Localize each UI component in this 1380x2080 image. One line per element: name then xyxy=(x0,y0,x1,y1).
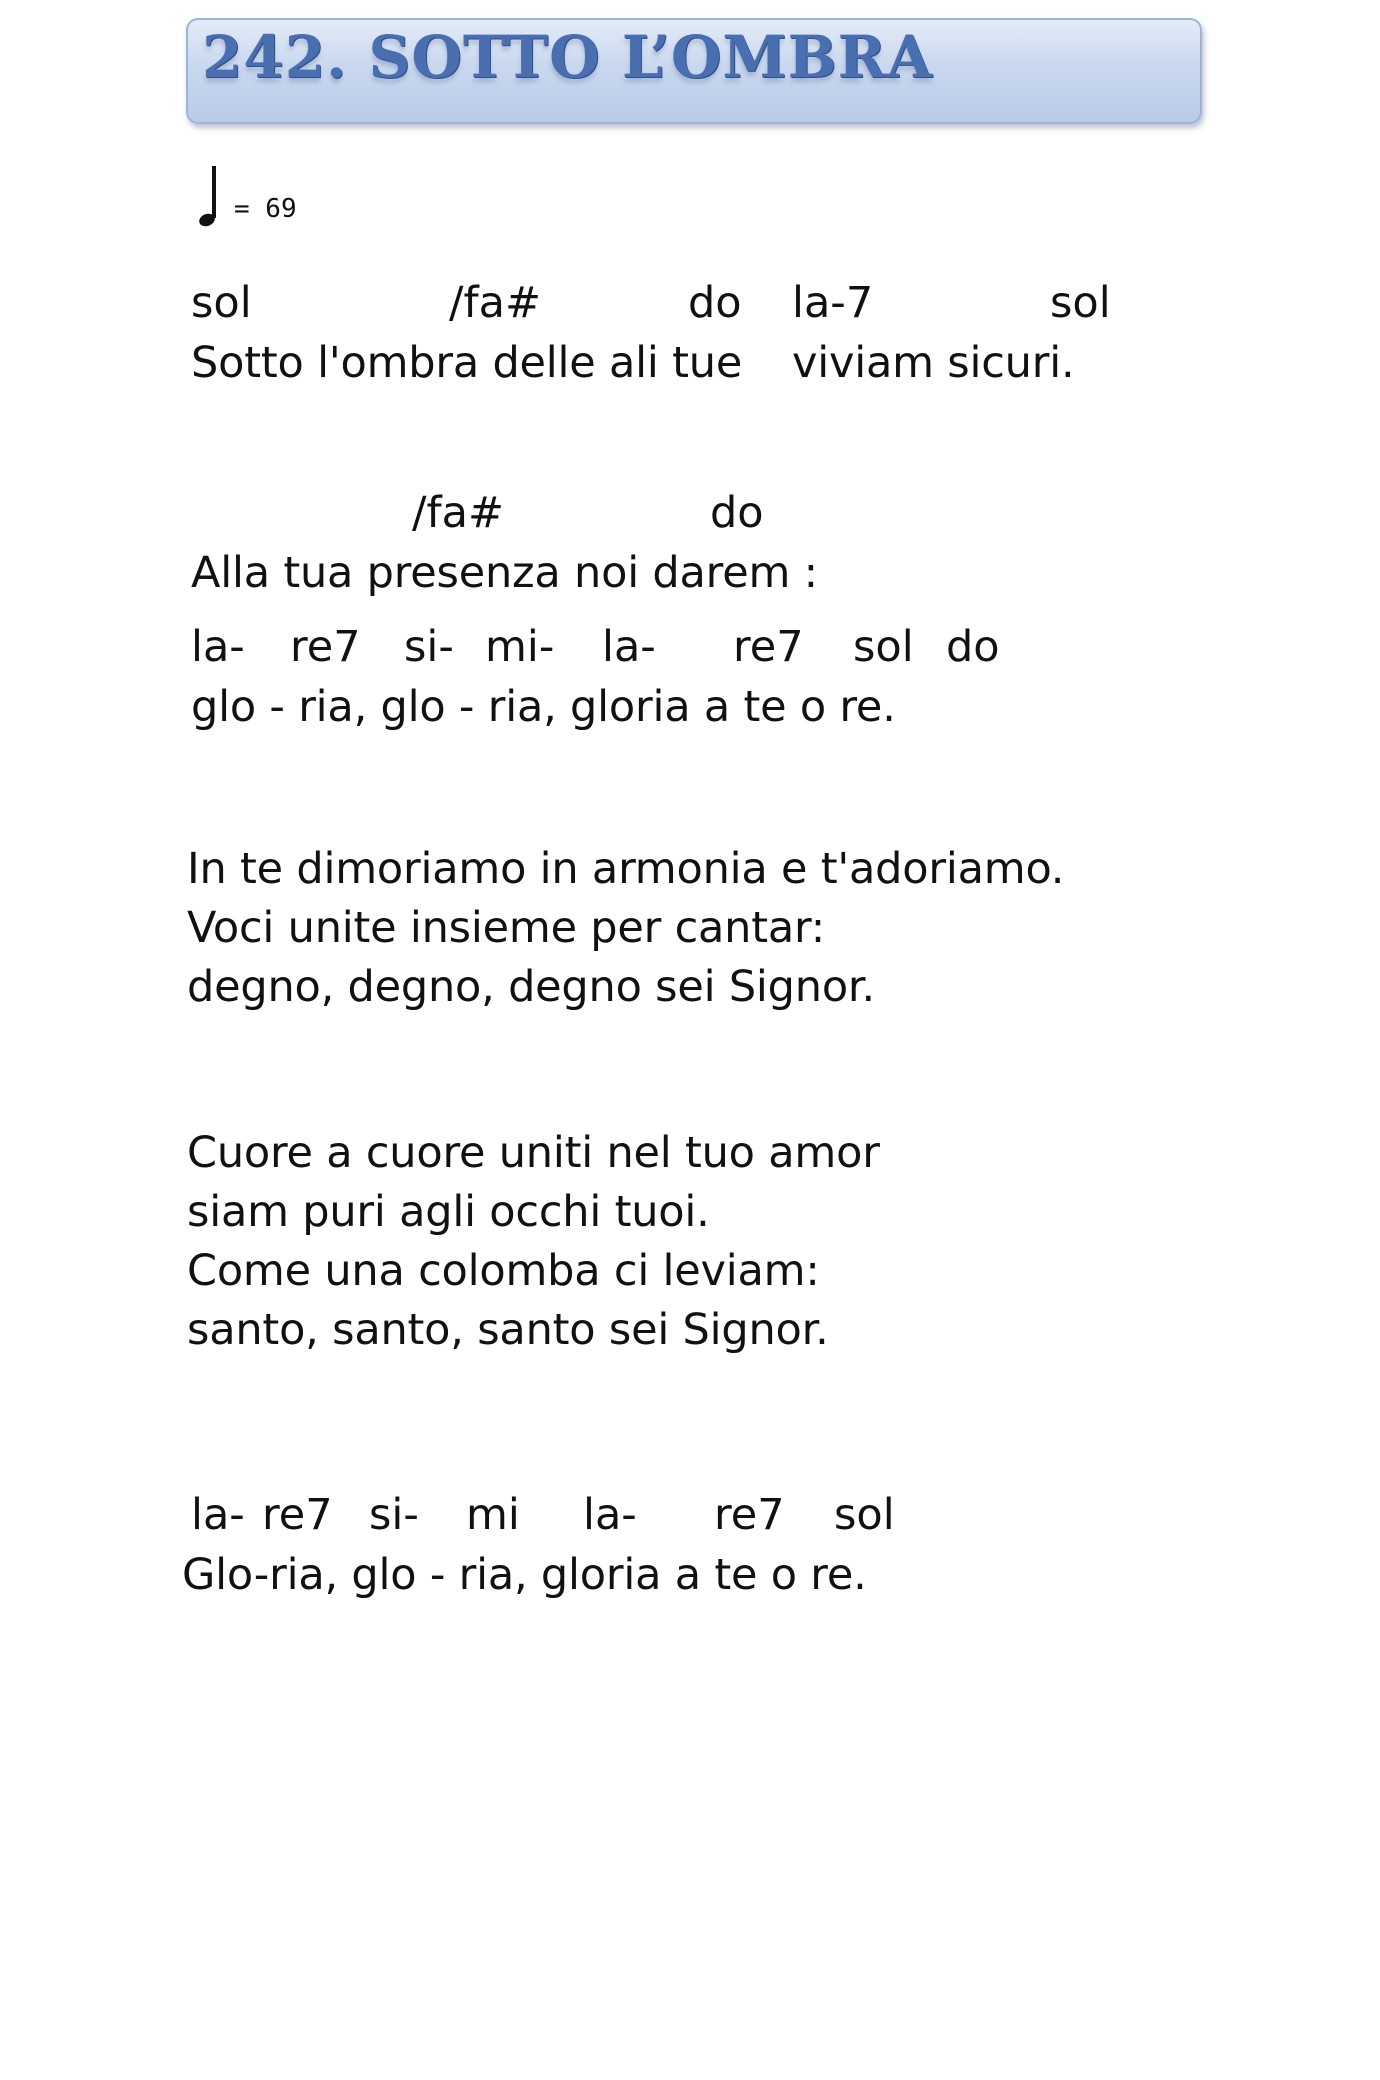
lyric-line: Sotto l'ombra delle ali tue xyxy=(191,338,743,388)
lyric-line: santo, santo, santo sei Signor. xyxy=(187,1305,829,1355)
lyric-line: Come una colomba ci leviam: xyxy=(187,1246,820,1296)
chord: re7 xyxy=(714,1490,785,1540)
chord: /fa# xyxy=(449,278,542,328)
chord: mi- xyxy=(485,622,555,672)
chord: sol xyxy=(1050,278,1111,328)
tempo-value: = 69 xyxy=(234,194,297,224)
chord: si- xyxy=(369,1490,419,1540)
lyric-line: siam puri agli occhi tuoi. xyxy=(187,1187,710,1237)
chord: mi xyxy=(466,1490,520,1540)
chord: /fa# xyxy=(412,488,505,538)
chord: la- xyxy=(602,622,656,672)
chord: re7 xyxy=(290,622,361,672)
chord: sol xyxy=(191,278,252,328)
chord: do xyxy=(946,622,1000,672)
lyric-line: In te dimoriamo in armonia e t'adoriamo. xyxy=(187,844,1065,894)
lyric-line: degno, degno, degno sei Signor. xyxy=(187,962,875,1012)
chord: do xyxy=(710,488,764,538)
song-title: 242. SOTTO L’OMBRA xyxy=(202,23,933,91)
chord: re7 xyxy=(262,1490,333,1540)
chord: si- xyxy=(404,622,454,672)
chord: la-7 xyxy=(792,278,874,328)
chord: sol xyxy=(853,622,914,672)
title-banner xyxy=(186,18,1202,124)
lyric-line: Glo-ria, glo - ria, gloria a te o re. xyxy=(182,1550,867,1600)
lyric-line: viviam sicuri. xyxy=(792,338,1075,388)
lyric-line: Alla tua presenza noi darem : xyxy=(191,548,818,598)
lyric-line: glo - ria, glo - ria, gloria a te o re. xyxy=(191,682,896,732)
chord: la- xyxy=(583,1490,637,1540)
chord: la- xyxy=(191,622,245,672)
lyric-line: Cuore a cuore uniti nel tuo amor xyxy=(187,1128,880,1178)
chord: sol xyxy=(834,1490,895,1540)
quarter-note-icon xyxy=(198,162,238,232)
chord: do xyxy=(688,278,742,328)
chord: re7 xyxy=(733,622,804,672)
chord: la- xyxy=(191,1490,245,1540)
lyric-line: Voci unite insieme per cantar: xyxy=(187,903,826,953)
